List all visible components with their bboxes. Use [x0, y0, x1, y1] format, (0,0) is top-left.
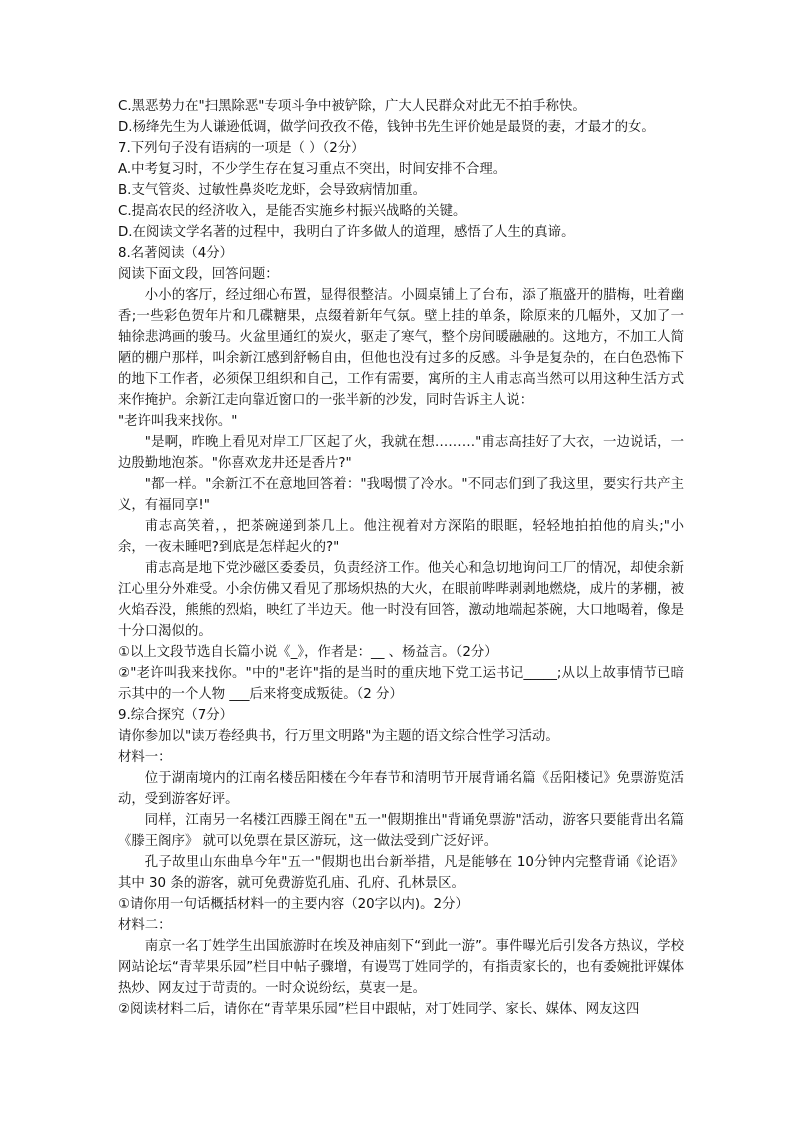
q8-title: 8.名著阅读（4分） [118, 246, 234, 261]
q7-title: 7.下列句子没有语病的一项是（ ）（2分） [118, 141, 365, 156]
q6-option-d: D.杨绛先生为人谦逊低调，做学问孜孜不倦，钱钟书先生评价她是最贤的妻，才最才的女。 [118, 120, 655, 135]
q8-passage-p3: "是啊，昨晚上看见对岸工厂区起了火，我就在想………"甫志高挂好了大衣，一边说话，一边殷勤地泡茶。"你喜欢龙井还是香片?" [118, 435, 684, 471]
q7-option-d: D.在阅读文学名著的过程中，我明白了许多做人的道理，感悟了人生的真谛。 [118, 225, 575, 240]
q7-option-b: B.支气管炎、过敏性鼻炎吃龙虾，会导致病情加重。 [118, 183, 427, 198]
q8-passage-p4: "都一样。"余新江不在意地回答着："我喝惯了冷水。"不同志们到了我这里，要实行共产主义，有福同享!" [118, 477, 684, 513]
q8-passage-p6: 甫志高是地下党沙磁区委委员，负责经济工作。他关心和急切地询问工厂的情况，却使余新江心里分外难受。小余仿佛又看见了那场炽热的大火，在眼前哔哔剥剥地燃烧，成片的茅棚，被火焰吞没，熊熊的烈焰，映红了半边天。他一时没有回答，激动地端起茶碗，大口地喝着，像是十分口渴似的。 [118, 561, 684, 639]
q9-material1-p2: 同样，江南另一名楼江西滕王阁在"五一"假期推出"背诵免票游"活动，游客只要能背出名篇《滕王阁序》 就可以免票在景区游玩，这一做法受到广泛好评。 [118, 813, 684, 849]
q8-passage-p2: "老许叫我来找你。" [118, 414, 238, 429]
q6-option-c: C.黑恶势力在"扫黑除恶"专项斗争中被铲除，广大人民群众对此无不拍手称快。 [118, 99, 586, 114]
q9-material1-p3: 孔子故里山东曲阜今年"五一"假期也出台新举措，凡是能够在 10分钟内完整背诵《论语》其中 30 条的游客，就可免费游览孔庙、孔府、孔林景区。 [118, 855, 684, 891]
q8-intro: 阅读下面文段，回答问题： [118, 267, 279, 282]
q9-material2-label: 材料二： [118, 918, 172, 933]
q9-material1-p1: 位于湖南境内的江南名楼岳阳楼在今年春节和清明节开展背诵名篇《岳阳楼记》免票游览活动，受到游客好评。 [118, 771, 684, 807]
q8-passage-p5: 甫志高笑着，，把茶碗递到茶几上。他注视着对方深陷的眼眶，轻轻地拍拍他的肩头;"小余，一夜未睡吧?到底是怎样起火的?" [118, 519, 684, 555]
q8-subquestion-2: ②"老许叫我来找你。"中的"老许"指的是当时的重庆地下党工运书记_____;从以上故事情节已暗示其中的一个人物 ___后来将变成叛徒。（2 分） [118, 666, 684, 702]
q8-subquestion-1: ①以上文段节选自长篇小说《_》，作者是：__ 、杨益言。（2分） [118, 645, 498, 660]
q9-material1-label: 材料一： [118, 750, 172, 765]
q9-subquestion-1: ①请你用一句话概括材料一的主要内容（20字以内)。2分） [118, 897, 469, 912]
q9-material2-p1: 南京一名丁姓学生出国旅游时在埃及神庙刻下“到此一游”。事件曝光后引发各方热议，学校网站论坛“青苹果乐园”栏目中帖子骤增，有谩骂丁姓同学的，有指责家长的，也有委婉批评媒体热炒、网友过于苛责的。一时众说纷纭，莫衷一是。 [118, 939, 684, 996]
q9-subquestion-2: ②阅读材料二后，请你在“青苹果乐园”栏目中跟帖，对丁姓同学、家长、媒体、网友这四 [118, 1002, 640, 1017]
q9-intro: 请你参加以"读万卷经典书，行万里文明路"为主题的语文综合性学习活动。 [118, 729, 559, 744]
q7-option-c: C.提高农民的经济收入，是能否实施乡村振兴战略的关键。 [118, 204, 467, 219]
exam-page [118, 96, 684, 1020]
q7-option-a: A.中考复习时，不少学生存在复习重点不突出，时间安排不合理。 [118, 162, 507, 177]
q9-title: 9.综合探究（7分） [118, 708, 234, 723]
q8-passage-p1: 小小的客厅，经过细心布置，显得很整洁。小圆桌铺上了台布，添了瓶盛开的腊梅，吐着幽香;一些彩色贺年片和几碟糖果，点缀着新年气氛。壁上挂的单条，除原来的几幅外，又加了一轴徐悲鸿画的骏马。火盆里通红的炭火，驱走了寒气，整个房间暖融融的。这地方，不加工人简陋的棚户那样，叫余新江感到舒畅自由，但他也没有过多的反感。斗争是复杂的，在白色恐怖下的地下工作者，必须保卫组织和自己，工作有需要，寓所的主人甫志高当然可以用这种生活方式来作掩护。余新江走向靠近窗口的一张半新的沙发，同时告诉主人说： [118, 288, 684, 408]
